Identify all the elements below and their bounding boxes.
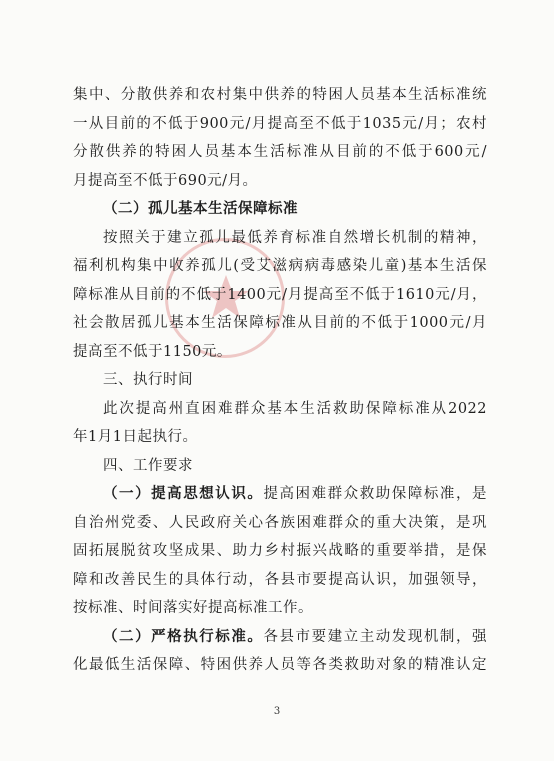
text-line: [73, 594, 487, 623]
line-text: 提高至不低于1150元。: [73, 343, 232, 360]
text-line: [73, 167, 487, 196]
line-text: 提高困难群众救助保障标准，是: [263, 486, 487, 502]
line-text: 月提高至不低于690元/月。: [73, 172, 258, 189]
document-body: [73, 81, 487, 680]
text-line: [73, 338, 487, 367]
text-line: [73, 651, 487, 680]
text-line: [73, 224, 487, 253]
line-text: 三、执行时间: [103, 372, 193, 388]
text-line: [73, 452, 487, 481]
text-line: [73, 395, 487, 424]
section-heading: [73, 195, 487, 224]
line-text: 社会散居孤儿基本生活保障标准从目前的不低于1000元/月: [73, 315, 487, 331]
line-text: 化最低生活保障、特困供养人员等各类救助对象的精准认定: [73, 657, 487, 673]
line-text: 分散供养的特困人员基本生活标准从目前的不低于600元/: [73, 144, 487, 160]
paragraph-lead: （一）提高思想认识。: [103, 485, 264, 502]
text-line: [73, 423, 487, 452]
page-number: 3: [273, 706, 281, 717]
line-text: 障标准从目前的不低于1400元/月提高至不低于1610元/月，: [73, 286, 487, 303]
line-text: 自治州党委、人民政府关心各族困难群众的重大决策，是巩: [73, 514, 487, 531]
line-text: 四、工作要求: [103, 457, 193, 474]
text-line: [73, 480, 487, 509]
text-line: [73, 138, 487, 167]
text-line: [73, 366, 487, 395]
line-text: 按标准、时间落实好提高标准工作。: [73, 600, 313, 616]
line-text: 一从目前的不低于900元/月提高至不低于1035元/月；农村: [73, 115, 487, 132]
text-line: [73, 281, 487, 310]
text-line: [73, 110, 487, 139]
text-line: [73, 537, 487, 566]
text-line: [73, 623, 487, 652]
text-line: [73, 81, 487, 110]
line-text: 固拓展脱贫攻坚成果、助力乡村振兴战略的重要举措，是保: [73, 543, 487, 559]
line-text: 按照关于建立孤儿最低养育标准自然增长机制的精神，: [103, 229, 487, 246]
line-text: 障和改善民生的具体行动，各县市要提高认识，加强领导，: [73, 571, 487, 588]
text-line: [73, 509, 487, 538]
line-text: 集中、分散供养和农村集中供养的特困人员基本生活标准统: [73, 87, 487, 103]
line-text: 福利机构集中收养孤儿(受艾滋病病毒感染儿童)基本生活保: [73, 258, 487, 274]
line-text: （二）孤儿基本生活保障标准: [103, 200, 298, 217]
paragraph-lead: （二）严格执行标准。: [103, 627, 264, 645]
text-line: [73, 252, 487, 281]
text-line: [73, 566, 487, 595]
line-text: 此次提高州直困难群众基本生活救助保障标准从2022: [103, 400, 487, 417]
line-text: 各县市要建立主动发现机制，强: [263, 628, 487, 645]
line-text: 年1月1日起执行。: [73, 429, 198, 445]
text-line: [73, 309, 487, 338]
